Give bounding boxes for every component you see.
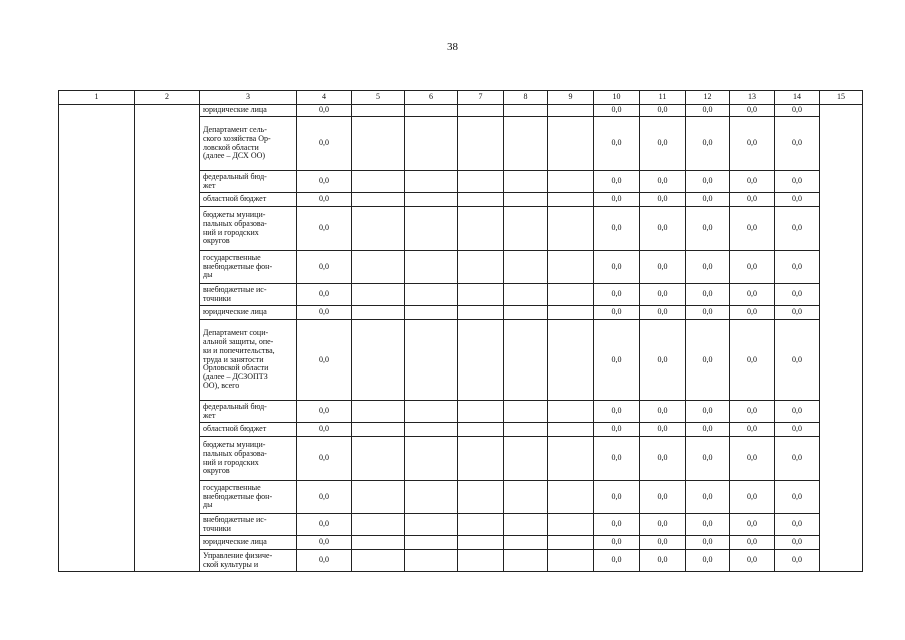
cell-col-14: 0,0 [775,105,820,117]
col2-blank [135,105,200,572]
cell-col-8 [504,207,548,251]
cell-col-4: 0,0 [297,306,352,320]
cell-col-4: 0,0 [297,105,352,117]
cell-col-9 [548,401,594,423]
cell-col-6 [405,207,458,251]
cell-col-13: 0,0 [730,105,775,117]
row-label: Управление физиче- ской культуры и [200,550,297,572]
cell-col-12: 0,0 [686,284,730,306]
cell-col-8 [504,320,548,401]
column-header-1: 1 [59,91,135,105]
cell-col-12: 0,0 [686,536,730,550]
cell-col-14: 0,0 [775,401,820,423]
row-label: юридические лица [200,306,297,320]
cell-col-9 [548,481,594,514]
cell-col-6 [405,117,458,171]
cell-col-12: 0,0 [686,437,730,481]
cell-col-12: 0,0 [686,550,730,572]
row-label: внебюджетные ис- точники [200,514,297,536]
cell-col-6 [405,437,458,481]
cell-col-7 [458,207,504,251]
cell-col-14: 0,0 [775,437,820,481]
cell-col-14: 0,0 [775,207,820,251]
cell-col-10: 0,0 [594,284,640,306]
row-label: государственные внебюджетные фон- ды [200,481,297,514]
cell-col-12: 0,0 [686,193,730,207]
cell-col-11: 0,0 [640,207,686,251]
cell-col-5 [352,423,405,437]
header-row [59,91,863,105]
table-row [59,105,863,117]
cell-col-14: 0,0 [775,193,820,207]
cell-col-11: 0,0 [640,550,686,572]
cell-col-8 [504,550,548,572]
cell-col-4: 0,0 [297,536,352,550]
cell-col-4: 0,0 [297,437,352,481]
cell-col-7 [458,251,504,284]
cell-col-4: 0,0 [297,207,352,251]
cell-col-13: 0,0 [730,550,775,572]
cell-col-6 [405,306,458,320]
column-header-5: 5 [352,91,405,105]
cell-col-11: 0,0 [640,536,686,550]
cell-col-5 [352,171,405,193]
column-number-header [59,91,863,105]
cell-col-7 [458,284,504,306]
cell-col-14: 0,0 [775,550,820,572]
cell-col-9 [548,536,594,550]
column-header-14: 14 [775,91,820,105]
cell-col-4: 0,0 [297,284,352,306]
column-header-8: 8 [504,91,548,105]
row-label: Департамент сель- ского хозяйства Ор- ловской области (далее – ДСХ ОО) [200,117,297,171]
cell-col-11: 0,0 [640,481,686,514]
cell-col-5 [352,105,405,117]
cell-col-11: 0,0 [640,401,686,423]
cell-col-9 [548,423,594,437]
cell-col-11: 0,0 [640,171,686,193]
cell-col-4: 0,0 [297,423,352,437]
column-header-7: 7 [458,91,504,105]
cell-col-9 [548,105,594,117]
cell-col-13: 0,0 [730,284,775,306]
cell-col-14: 0,0 [775,251,820,284]
cell-col-6 [405,284,458,306]
cell-col-13: 0,0 [730,514,775,536]
cell-col-10: 0,0 [594,401,640,423]
cell-col-14: 0,0 [775,117,820,171]
cell-col-13: 0,0 [730,207,775,251]
cell-col-5 [352,320,405,401]
cell-col-4: 0,0 [297,251,352,284]
cell-col-5 [352,117,405,171]
table-body [59,105,863,572]
cell-col-7 [458,401,504,423]
cell-col-13: 0,0 [730,437,775,481]
cell-col-13: 0,0 [730,536,775,550]
cell-col-13: 0,0 [730,401,775,423]
cell-col-7 [458,550,504,572]
cell-col-10: 0,0 [594,437,640,481]
cell-col-9 [548,437,594,481]
cell-col-7 [458,481,504,514]
cell-col-7 [458,514,504,536]
cell-col-4: 0,0 [297,193,352,207]
column-header-9: 9 [548,91,594,105]
cell-col-5 [352,481,405,514]
cell-col-12: 0,0 [686,320,730,401]
cell-col-4: 0,0 [297,514,352,536]
cell-col-9 [548,193,594,207]
cell-col-7 [458,320,504,401]
cell-col-14: 0,0 [775,284,820,306]
cell-col-4: 0,0 [297,550,352,572]
column-header-15: 15 [820,91,863,105]
cell-col-11: 0,0 [640,193,686,207]
cell-col-4: 0,0 [297,171,352,193]
cell-col-13: 0,0 [730,251,775,284]
cell-col-7 [458,536,504,550]
column-header-12: 12 [686,91,730,105]
cell-col-6 [405,251,458,284]
cell-col-11: 0,0 [640,306,686,320]
row-label: областной бюджет [200,193,297,207]
col1-blank [59,105,135,572]
cell-col-14: 0,0 [775,481,820,514]
cell-col-10: 0,0 [594,207,640,251]
budget-table [58,90,863,572]
cell-col-13: 0,0 [730,320,775,401]
cell-col-14: 0,0 [775,306,820,320]
cell-col-10: 0,0 [594,193,640,207]
column-header-11: 11 [640,91,686,105]
cell-col-8 [504,117,548,171]
cell-col-8 [504,437,548,481]
cell-col-10: 0,0 [594,536,640,550]
row-label: юридические лица [200,105,297,117]
cell-col-5 [352,437,405,481]
cell-col-11: 0,0 [640,284,686,306]
cell-col-14: 0,0 [775,423,820,437]
cell-col-9 [548,320,594,401]
cell-col-11: 0,0 [640,437,686,481]
cell-col-8 [504,251,548,284]
cell-col-5 [352,550,405,572]
cell-col-5 [352,284,405,306]
cell-col-6 [405,536,458,550]
cell-col-5 [352,536,405,550]
cell-col-12: 0,0 [686,306,730,320]
cell-col-6 [405,401,458,423]
cell-col-8 [504,536,548,550]
cell-col-12: 0,0 [686,401,730,423]
cell-col-7 [458,423,504,437]
cell-col-12: 0,0 [686,171,730,193]
cell-col-8 [504,105,548,117]
cell-col-5 [352,401,405,423]
cell-col-5 [352,251,405,284]
cell-col-8 [504,423,548,437]
cell-col-12: 0,0 [686,105,730,117]
cell-col-12: 0,0 [686,514,730,536]
cell-col-10: 0,0 [594,306,640,320]
cell-col-13: 0,0 [730,481,775,514]
cell-col-5 [352,193,405,207]
cell-col-7 [458,437,504,481]
cell-col-7 [458,171,504,193]
cell-col-14: 0,0 [775,171,820,193]
cell-col-14: 0,0 [775,320,820,401]
cell-col-10: 0,0 [594,105,640,117]
page-number: 38 [447,41,458,53]
cell-col-10: 0,0 [594,171,640,193]
cell-col-8 [504,284,548,306]
cell-col-6 [405,514,458,536]
row-label: бюджеты муници- пальных образова- ний и городских округов [200,437,297,481]
cell-col-10: 0,0 [594,481,640,514]
cell-col-10: 0,0 [594,320,640,401]
cell-col-9 [548,514,594,536]
cell-col-8 [504,306,548,320]
cell-col-5 [352,514,405,536]
cell-col-4: 0,0 [297,320,352,401]
cell-col-11: 0,0 [640,251,686,284]
cell-col-13: 0,0 [730,117,775,171]
cell-col-12: 0,0 [686,251,730,284]
column-header-13: 13 [730,91,775,105]
cell-col-6 [405,423,458,437]
cell-col-13: 0,0 [730,423,775,437]
cell-col-9 [548,306,594,320]
cell-col-8 [504,514,548,536]
column-header-6: 6 [405,91,458,105]
cell-col-7 [458,117,504,171]
cell-col-7 [458,105,504,117]
cell-col-9 [548,207,594,251]
cell-col-8 [504,171,548,193]
row-label: федеральный бюд- жет [200,401,297,423]
cell-col-6 [405,193,458,207]
cell-col-11: 0,0 [640,320,686,401]
cell-col-14: 0,0 [775,536,820,550]
row-label: юридические лица [200,536,297,550]
cell-col-11: 0,0 [640,117,686,171]
row-label: бюджеты муници- пальных образова- ний и городских округов [200,207,297,251]
cell-col-12: 0,0 [686,207,730,251]
row-label: внебюджетные ис- точники [200,284,297,306]
cell-col-5 [352,207,405,251]
cell-col-6 [405,105,458,117]
cell-col-12: 0,0 [686,423,730,437]
cell-col-12: 0,0 [686,481,730,514]
cell-col-8 [504,401,548,423]
row-label: Департамент соци- альной защиты, опе- ки и попечительства, труда и занятости Орловской области (далее – ДСЗОПТЗ ОО), всего [200,320,297,401]
cell-col-14: 0,0 [775,514,820,536]
row-label: государственные внебюджетные фон- ды [200,251,297,284]
row-label: областной бюджет [200,423,297,437]
column-header-2: 2 [135,91,200,105]
column-header-4: 4 [297,91,352,105]
cell-col-10: 0,0 [594,251,640,284]
cell-col-10: 0,0 [594,514,640,536]
cell-col-7 [458,193,504,207]
cell-col-4: 0,0 [297,401,352,423]
cell-col-4: 0,0 [297,481,352,514]
cell-col-7 [458,306,504,320]
cell-col-6 [405,481,458,514]
cell-col-13: 0,0 [730,171,775,193]
cell-col-12: 0,0 [686,117,730,171]
cell-col-8 [504,481,548,514]
cell-col-9 [548,251,594,284]
cell-col-10: 0,0 [594,550,640,572]
cell-col-6 [405,550,458,572]
cell-col-10: 0,0 [594,117,640,171]
cell-col-8 [504,193,548,207]
cell-col-13: 0,0 [730,306,775,320]
column-header-3: 3 [200,91,297,105]
cell-col-9 [548,550,594,572]
cell-col-6 [405,320,458,401]
cell-col-11: 0,0 [640,514,686,536]
cell-col-5 [352,306,405,320]
cell-col-6 [405,171,458,193]
column-header-10: 10 [594,91,640,105]
cell-col-11: 0,0 [640,423,686,437]
cell-col-4: 0,0 [297,117,352,171]
row-label: федеральный бюд- жет [200,171,297,193]
cell-col-9 [548,171,594,193]
cell-col-13: 0,0 [730,193,775,207]
cell-col-10: 0,0 [594,423,640,437]
cell-col-11: 0,0 [640,105,686,117]
cell-col-9 [548,284,594,306]
cell-col-9 [548,117,594,171]
